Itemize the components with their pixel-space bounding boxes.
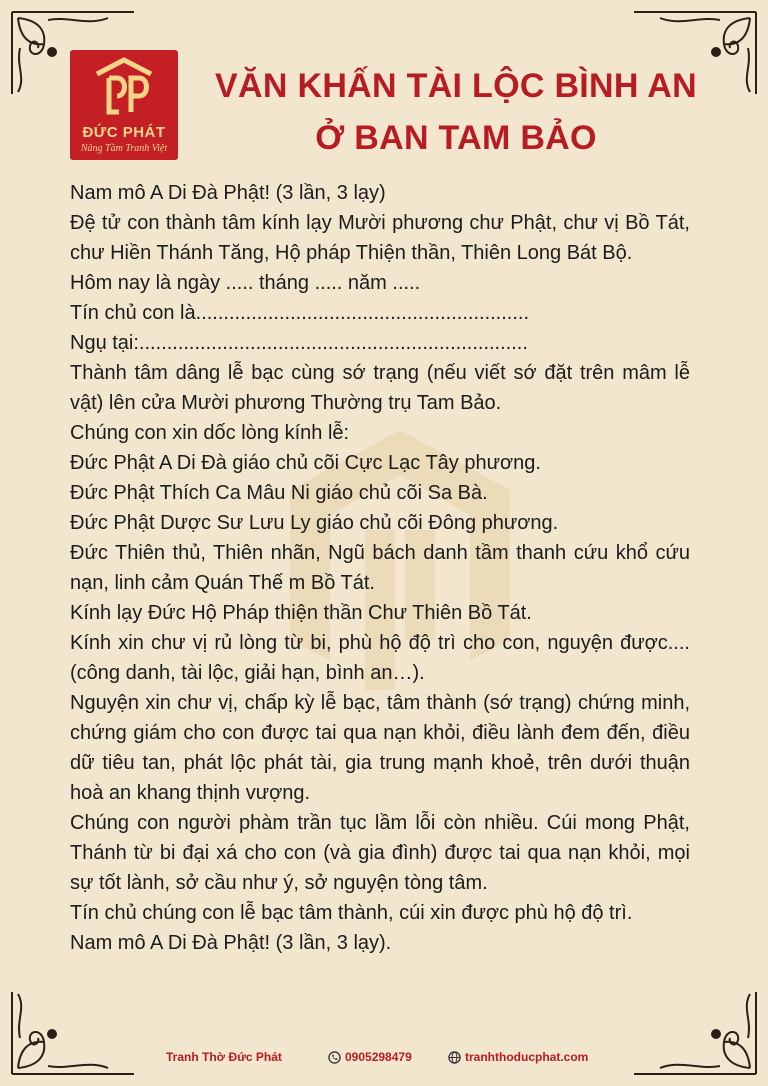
paragraph: Đệ tử con thành tâm kính lạy Mười phương chư Phật, chư vị Bồ Tát, chư Hiền Thánh Tăng, Hộ pháp Thiện thần, Thiên Long Bát Bộ. bbox=[70, 212, 690, 264]
title-line-2: Ở BAN TAM BẢO bbox=[315, 119, 597, 157]
paragraph: Đức Phật Thích Ca Mâu Ni giáo chủ cõi Sa Bà. bbox=[70, 482, 488, 504]
phone-icon bbox=[328, 1051, 341, 1064]
logo-brand-name: ĐỨC PHÁT bbox=[82, 124, 166, 141]
title-line-1: VĂN KHẤN TÀI LỘC BÌNH AN bbox=[215, 67, 697, 105]
paragraph: Tín chủ con là............................................................ bbox=[70, 302, 530, 324]
paragraph: Nam mô A Di Đà Phật! (3 lần, 3 lạy). bbox=[70, 932, 392, 954]
paragraph: Tín chủ chúng con lễ bạc tâm thành, cúi xin được phù hộ độ trì. bbox=[70, 902, 633, 924]
paragraph: Đức Phật A Di Đà giáo chủ cõi Cực Lạc Tây phương. bbox=[70, 452, 541, 474]
duc-phat-logo-icon bbox=[89, 56, 159, 122]
paragraph: Chúng con xin dốc lòng kính lễ: bbox=[70, 422, 350, 444]
prayer-text bbox=[70, 178, 690, 958]
globe-icon bbox=[448, 1051, 461, 1064]
footer-phone[interactable] bbox=[328, 1050, 412, 1064]
page-title bbox=[186, 60, 726, 164]
footer-phone-number: 0905298479 bbox=[345, 1050, 412, 1064]
paragraph: Đức Phật Dược Sư Lưu Ly giáo chủ cõi Đông phương. bbox=[70, 512, 559, 534]
paragraph: Đức Thiên thủ, Thiên nhãn, Ngũ bách danh tầm thanh cứu khổ cứu nạn, linh cảm Quán Thế m Bồ Tát. bbox=[70, 542, 690, 594]
paragraph: Hôm nay là ngày ..... tháng ..... năm ..... bbox=[70, 272, 421, 294]
footer-brand bbox=[166, 1050, 282, 1064]
paragraph: Thành tâm dâng lễ bạc cùng sớ trạng (nếu viết sớ đặt trên mâm lễ vật) lên cửa Mười phương Thường trụ Tam Bảo. bbox=[70, 362, 690, 414]
brand-logo bbox=[70, 50, 178, 160]
logo-tagline: Nâng Tầm Tranh Việt bbox=[80, 143, 168, 154]
paragraph: Kính xin chư vị rủ lòng từ bi, phù hộ độ trì cho con, nguyện được....(công danh, tài lộc, giải hạn, bình an…). bbox=[70, 632, 690, 684]
footer-website-url: tranhthoducphat.com bbox=[465, 1050, 589, 1064]
paragraph: Nam mô A Di Đà Phật! (3 lần, 3 lạy) bbox=[70, 182, 386, 204]
paragraph: Chúng con người phàm trần tục lầm lỗi còn nhiều. Cúi mong Phật, Thánh từ bi đại xá cho con (và gia đình) được tai qua nạn khỏi, mọi sự tốt lành, sở cầu như ý, sở nguyện tòng tâm. bbox=[70, 812, 690, 894]
paragraph: Nguyện xin chư vị, chấp kỳ lễ bạc, tâm thành (sớ trạng) chứng minh, chứng giám cho con được tai qua nạn khỏi, điều lành đem đến, điều dữ tiêu tan, phát lộc phát tài, gia trung mạnh khoẻ, trên dưới thuận hoà an khang thịnh vượng. bbox=[70, 692, 690, 804]
paragraph: Kính lạy Đức Hộ Pháp thiện thần Chư Thiên Bồ Tát. bbox=[70, 602, 532, 624]
footer bbox=[0, 1050, 768, 1070]
footer-website[interactable] bbox=[448, 1050, 588, 1064]
paragraph: Ngụ tại:...................................................................... bbox=[70, 332, 528, 354]
footer-brand-name: Tranh Thờ Đức Phát bbox=[166, 1050, 282, 1064]
